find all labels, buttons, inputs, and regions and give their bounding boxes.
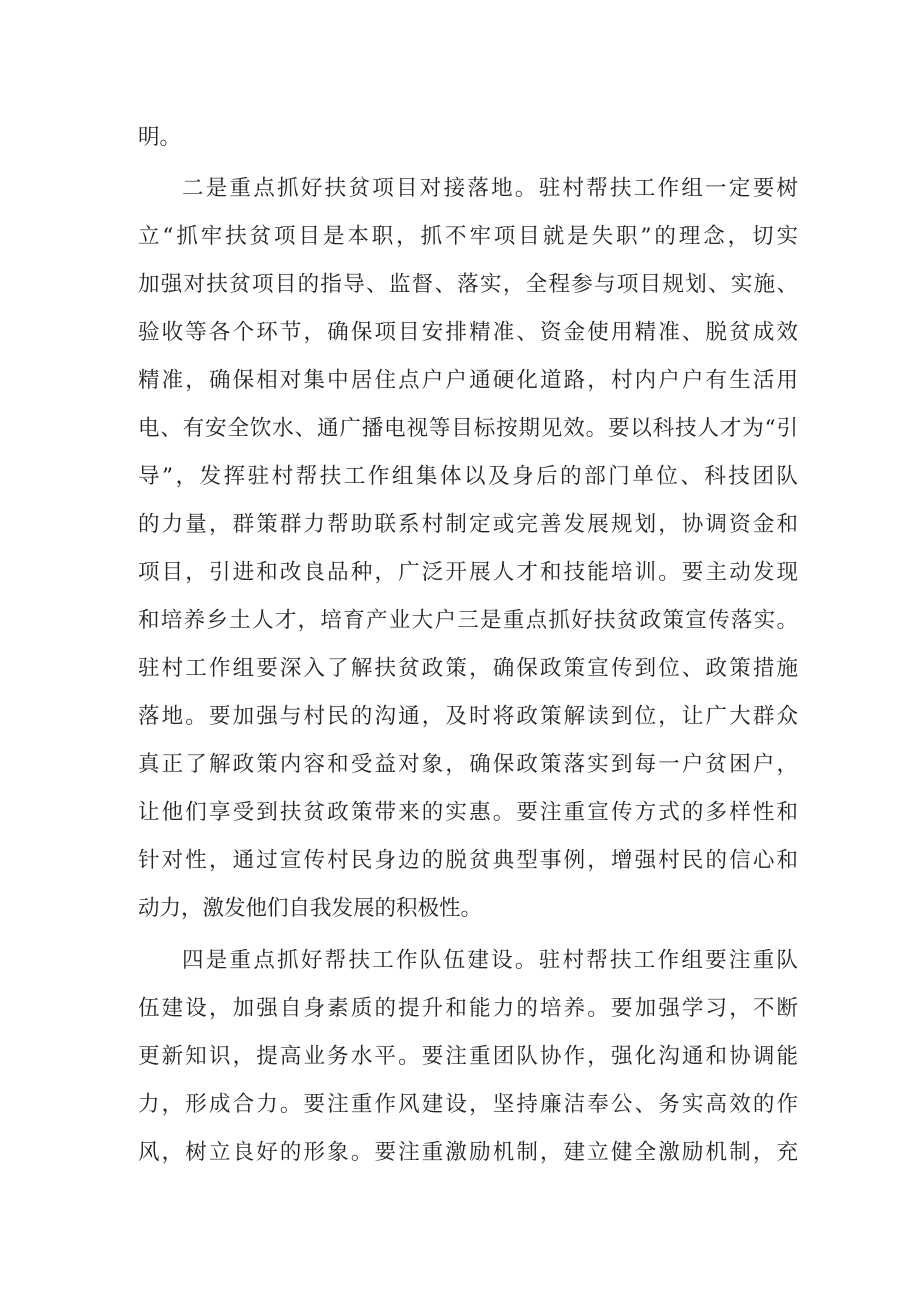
text-line-1: 明。 bbox=[138, 125, 182, 150]
text-line-21: 力，形成合力。要注重作风建设，坚持廉洁奉公、务实高效的作 bbox=[138, 1092, 798, 1117]
text-line-17: 动力，激发他们自我发展的积极性。 bbox=[138, 896, 483, 921]
text-line-10: 项目，引进和改良品种，广泛开展人才和技能培训。要主动发现 bbox=[138, 560, 798, 585]
text-line-22: 风，树立良好的形象。要注重激励机制，建立健全激励机制，充 bbox=[138, 1140, 798, 1165]
text-line-7: 电、有安全饮水、通广播电视等目标按期见效。要以科技人才为“引 bbox=[138, 416, 798, 441]
text-line-9: 的力量，群策群力帮助联系村制定或完善发展规划，协调资金和 bbox=[138, 512, 798, 537]
text-line-18: 四是重点抓好帮扶工作队伍建设。驻村帮扶工作组要注重队 bbox=[182, 948, 798, 973]
text-line-16: 针对性，通过宣传村民身边的脱贫典型事例，增强村民的信心和 bbox=[138, 848, 798, 873]
text-line-8: 导”，发挥驻村帮扶工作组集体以及身后的部门单位、科技团队 bbox=[138, 464, 798, 489]
text-line-20: 更新知识，提高业务水平。要注重团队协作，强化沟通和协调能 bbox=[138, 1044, 798, 1069]
text-line-6: 精准，确保相对集中居住点户户通硬化道路，村内户户有生活用 bbox=[138, 368, 798, 393]
text-line-14: 真正了解政策内容和受益对象，确保政策落实到每一户贫困户， bbox=[138, 752, 798, 777]
text-line-4: 加强对扶贫项目的指导、监督、落实，全程参与项目规划、实施、 bbox=[138, 272, 798, 297]
text-line-2: 二是重点抓好扶贫项目对接落地。驻村帮扶工作组一定要树 bbox=[182, 176, 798, 201]
text-line-15: 让他们享受到扶贫政策带来的实惠。要注重宣传方式的多样性和 bbox=[138, 800, 798, 825]
text-line-5: 验收等各个环节，确保项目安排精准、资金使用精准、脱贫成效 bbox=[138, 320, 798, 345]
text-line-19: 伍建设，加强自身素质的提升和能力的培养。要加强学习，不断 bbox=[138, 996, 798, 1021]
text-line-3: 立“抓牢扶贫项目是本职，抓不牢项目就是失职”的理念，切实 bbox=[138, 224, 798, 249]
text-line-12: 驻村工作组要深入了解扶贫政策，确保政策宣传到位、政策措施 bbox=[138, 656, 798, 681]
text-line-13: 落地。要加强与村民的沟通，及时将政策解读到位，让广大群众 bbox=[138, 704, 798, 729]
text-line-11: 和培养乡土人才，培育产业大户三是重点抓好扶贫政策宣传落实。 bbox=[138, 608, 798, 633]
